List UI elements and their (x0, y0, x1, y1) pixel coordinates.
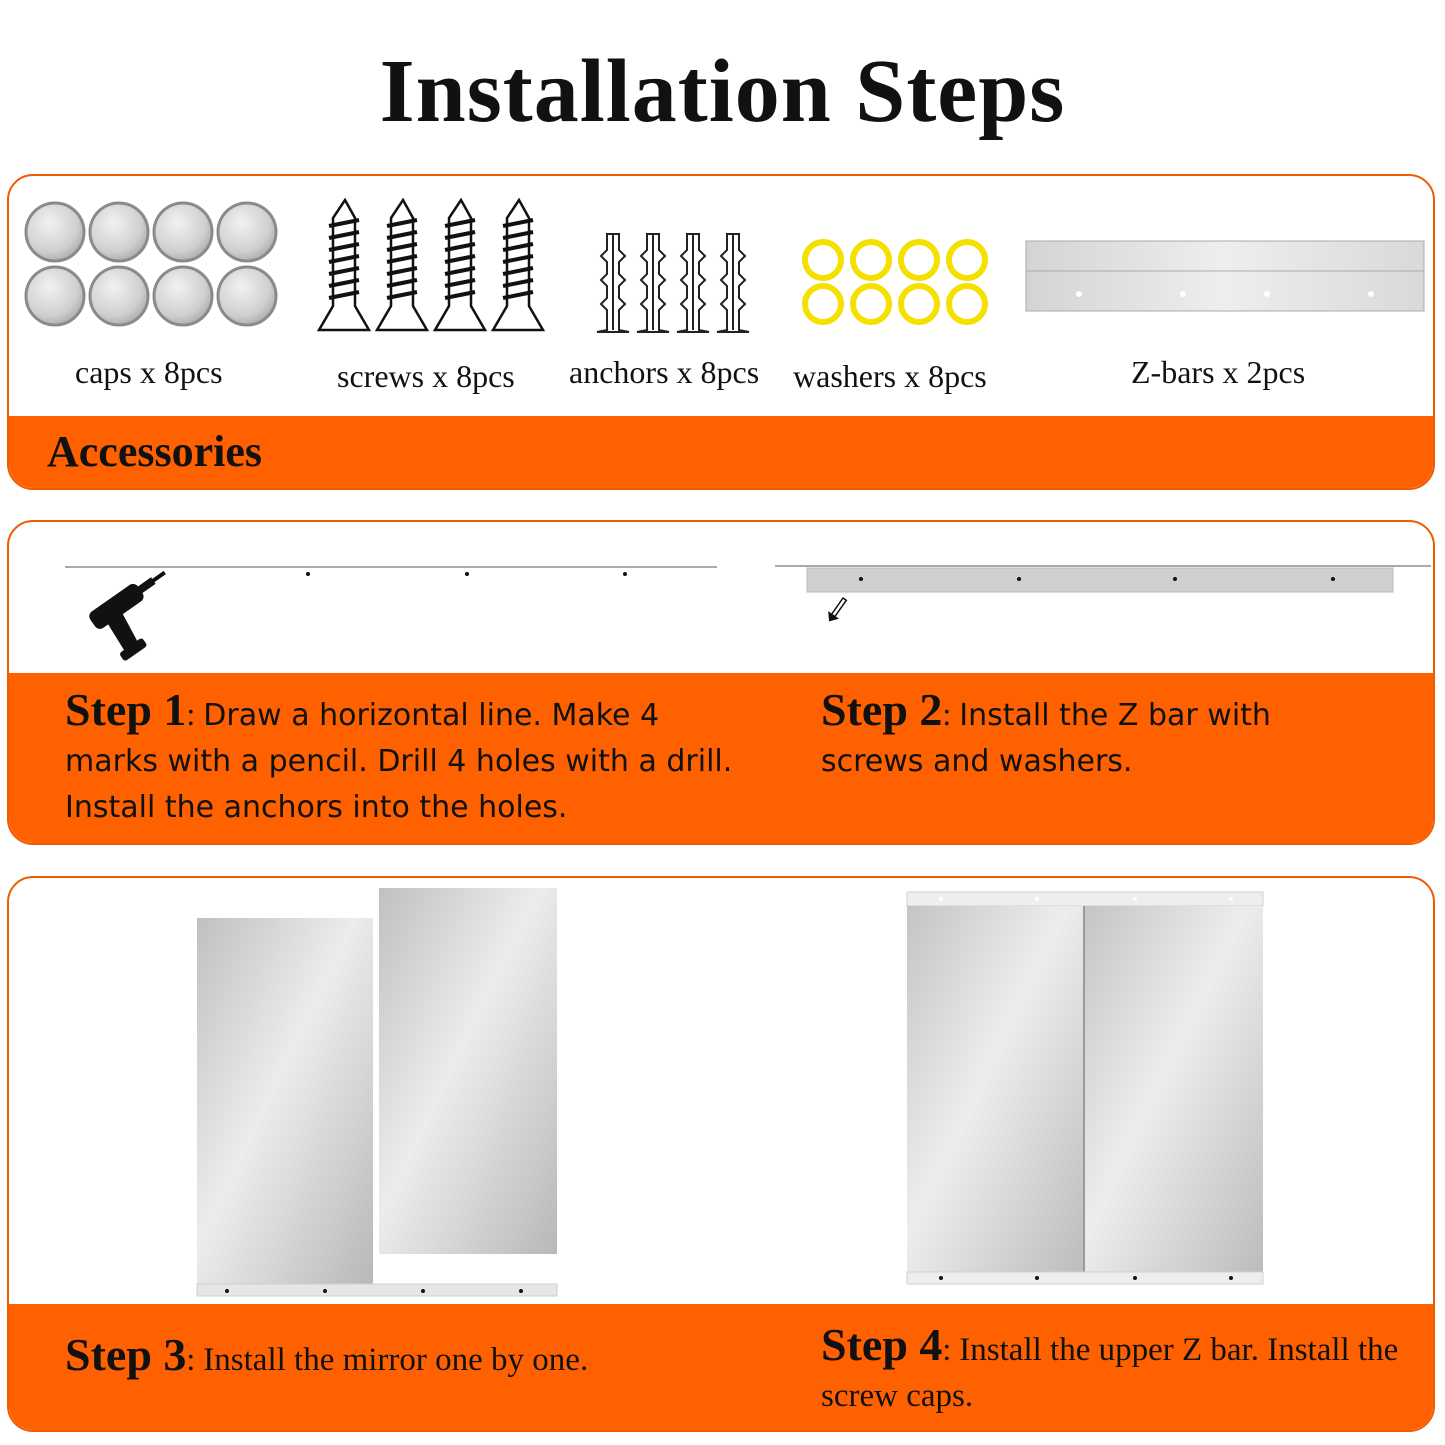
washers-label: washers x 8pcs (793, 358, 987, 394)
steps-3-4-panel (7, 876, 1435, 1432)
accessories-heading: Accessories (47, 427, 263, 476)
anchors-label: anchors x 8pcs (569, 354, 760, 390)
step4-illustration (907, 892, 1265, 1286)
step1-illustration (65, 562, 725, 662)
step1-title: Step 1 (65, 684, 187, 735)
screws-label: screws x 8pcs (337, 358, 515, 394)
accessories-band (9, 416, 1433, 488)
zbars-label: Z-bars x 2pcs (1131, 354, 1306, 390)
zbar-installed (807, 568, 1393, 592)
step3-desc: Install the mirror one by one. (203, 1342, 589, 1378)
step1-text (65, 684, 745, 830)
screw-icon (826, 596, 849, 623)
step3-text (65, 1329, 745, 1383)
zbar-icon (1026, 241, 1424, 271)
screws-illustration (317, 196, 557, 334)
washers-illustration (799, 238, 995, 328)
steps-1-2-panel (7, 520, 1435, 845)
page-title: Installation Steps (379, 42, 1066, 141)
anchor-icon (597, 234, 629, 332)
step3-sep: : (186, 1341, 196, 1377)
step2-illustration (775, 562, 1431, 632)
step2-title: Step 2 (821, 684, 943, 735)
caps-illustration (23, 200, 283, 330)
step4-text (821, 1319, 1401, 1419)
screw-icon (319, 200, 369, 330)
steps-1-2-band (9, 673, 1433, 843)
drill-icon (87, 564, 193, 664)
cap-icon (26, 203, 276, 325)
washer-icon (805, 242, 985, 322)
step2-desc: Install the Z bar with screws and washers. (821, 698, 1271, 779)
zbars-illustration (1025, 240, 1427, 314)
accessories-panel (7, 174, 1435, 490)
step4-sep: : (942, 1331, 952, 1367)
bottom-zbar (907, 1272, 1263, 1284)
step3-illustration (195, 888, 559, 1300)
mirror-panel-left (197, 918, 373, 1284)
step1-desc: Draw a horizontal line. Make 4 marks with a pencil. Drill 4 holes with a drill. Install the anchors into the holes. (65, 698, 733, 825)
mirror-panel-left (907, 906, 1083, 1272)
step1-sep: : (186, 696, 196, 732)
step3-title: Step 3 (65, 1329, 187, 1380)
anchors-illustration (593, 230, 757, 336)
step2-text (821, 684, 1381, 784)
mirror-panel-right (379, 888, 557, 1254)
caps-label: caps x 8pcs (75, 354, 223, 390)
mirror-panel-right (1085, 906, 1263, 1272)
bottom-zbar (197, 1284, 557, 1296)
top-zbar (907, 892, 1263, 906)
zbar-icon (1026, 271, 1424, 311)
step4-desc: Install the upper Z bar. Install the screw caps. (821, 1332, 1399, 1414)
step2-sep: : (942, 696, 952, 732)
steps-3-4-band (9, 1304, 1433, 1430)
step4-title: Step 4 (821, 1319, 943, 1370)
